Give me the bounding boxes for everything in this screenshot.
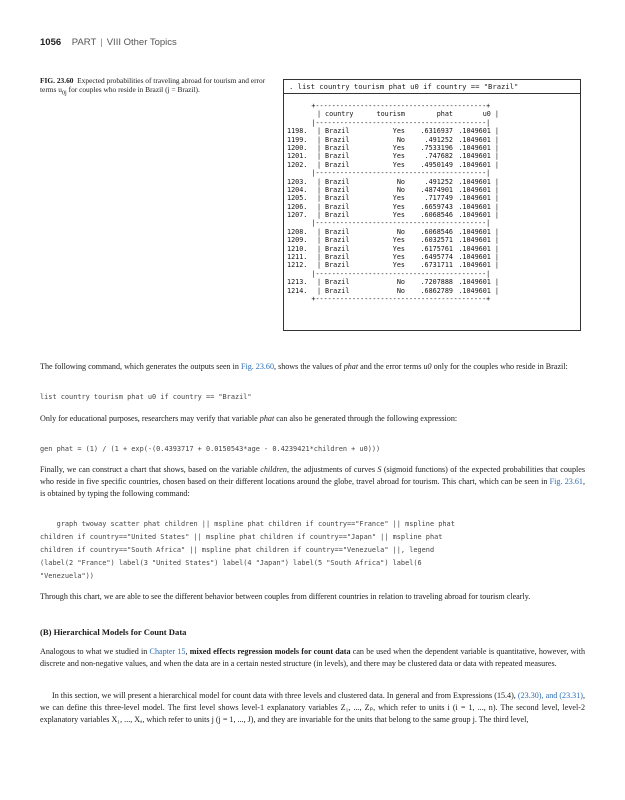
cell-u0: .1049601 |	[458, 211, 499, 220]
cell-country: Brazil	[325, 202, 350, 211]
row-index: 1206.	[287, 202, 308, 211]
cell-country: Brazil	[325, 194, 350, 203]
cell-tourism: No	[396, 227, 405, 236]
cell-tourism: Yes	[392, 236, 405, 245]
table-row	[287, 261, 499, 269]
cell-country: Brazil	[325, 185, 350, 194]
table-separator: |------------------------------------------|	[287, 169, 491, 178]
row-bar: |	[317, 135, 322, 144]
cell-phat: .6495774	[420, 253, 453, 262]
cell-phat: .6659743	[420, 202, 453, 211]
cell-u0: .1049601 |	[458, 227, 499, 236]
cell-tourism: Yes	[392, 211, 405, 220]
table-row	[287, 127, 499, 135]
cell-u0: .1049601 |	[458, 244, 499, 253]
row-bar: |	[317, 185, 322, 194]
row-index: 1203.	[287, 177, 308, 186]
table-row	[287, 161, 499, 169]
caption-subscript: 0j	[61, 90, 67, 97]
cell-u0: .1049601 |	[458, 160, 499, 169]
table-row	[287, 245, 499, 253]
cell-u0: .1049601 |	[458, 286, 499, 295]
code-block-list: list country tourism phat u0 if country == "Brazil"	[40, 393, 252, 401]
table-row	[287, 144, 499, 152]
table-row	[287, 287, 499, 295]
row-bar: |	[317, 127, 322, 136]
row-bar: |	[317, 202, 322, 211]
cell-country: Brazil	[325, 143, 350, 152]
row-bar: |	[317, 278, 322, 287]
row-index: 1199.	[287, 135, 308, 144]
cell-u0: .1049601 |	[458, 185, 499, 194]
cell-u0: .1049601 |	[458, 177, 499, 186]
code-block-graph: graph twoway scatter phat children || mspline phat children if country=="France" || mspline phat children if country=="United States" || mspline phat children if country=="Japan" || mspline phat children if country=="South Africa" || mspline phat children if country=="Venezuela" ||, legend (label(2 "France") label(3 "United States") label(4 "Japan") label(5 "South Africa") label(6 "Venezuela"))	[40, 520, 455, 580]
cell-tourism: Yes	[392, 261, 405, 270]
cell-u0: .1049601 |	[458, 236, 499, 245]
paragraph-4: Through this chart, we are able to see the different behavior between couples from different countries in relation to traveling abroad for tourism clearly.	[40, 592, 531, 601]
part-label: PART	[71, 37, 97, 48]
cell-phat: .7533196	[420, 143, 453, 152]
cell-phat: .6316937	[420, 127, 453, 136]
table-row	[287, 194, 499, 202]
part-title: Other Topics	[123, 37, 177, 48]
command-divider	[284, 93, 580, 94]
row-index: 1204.	[287, 185, 308, 194]
cell-tourism: Yes	[392, 160, 405, 169]
cell-phat: .6032571	[420, 236, 453, 245]
cell-u0: .1049601 |	[458, 194, 499, 203]
cell-tourism: Yes	[392, 143, 405, 152]
table-separator: |------------------------------------------|	[287, 118, 491, 127]
cell-u0: .1049601 |	[458, 202, 499, 211]
chapter-link-15[interactable]: Chapter 15	[149, 647, 186, 656]
row-index: 1211.	[287, 253, 308, 262]
paragraph-6: In this section, we will present a hierarchical model for count data with three levels and clustered data. In general and from Expressions (15.4), (23.30), and (23.31), we can define this three-level model. The first level shows level-1 explanatory variables Z₁, ..., Zₚ, which refer to units i (i = 1, ..., n). The second level, level-2 explanatory variables X₁, ..., Xₐ, which refer to units j (j = 1, ..., J), and they are invariable for the units that belong to the same group j. The third level,	[40, 691, 585, 724]
paragraph-5: Analogous to what we studied in Chapter 15, mixed effects regression models for count data can be used when the dependent variable is quantitative, however, with discrete and non-negative values, and when the data are in a certain nested structure (in levels), and there may be clustered data or data with repeated measures.	[40, 647, 585, 668]
table-row	[287, 228, 499, 236]
table-separator: |------------------------------------------|	[287, 269, 491, 278]
cell-country: Brazil	[325, 278, 350, 287]
row-index: 1198.	[287, 127, 308, 136]
header-country: country	[325, 110, 354, 119]
output-table	[287, 102, 499, 303]
row-index: 1212.	[287, 261, 308, 270]
row-bar: |	[317, 143, 322, 152]
cell-country: Brazil	[325, 244, 350, 253]
cell-tourism: Yes	[392, 127, 405, 136]
row-bar: |	[317, 177, 322, 186]
header-divider: |	[100, 37, 103, 48]
row-bar: |	[317, 236, 322, 245]
row-index: 1213.	[287, 278, 308, 287]
cell-country: Brazil	[325, 286, 350, 295]
row-index: 1202.	[287, 160, 308, 169]
cell-country: Brazil	[325, 253, 350, 262]
table-row	[287, 136, 499, 144]
part-number: VIII	[106, 37, 121, 48]
row-bar: |	[317, 244, 322, 253]
cell-phat: .4950149	[420, 160, 453, 169]
fig-link-23-61[interactable]: Fig. 23.61	[549, 477, 583, 486]
cell-u0: .1049601 |	[458, 253, 499, 262]
cell-phat: .7207888	[420, 278, 453, 287]
section-heading: (B) Hierarchical Models for Count Data	[40, 627, 187, 637]
cell-tourism: No	[396, 177, 405, 186]
cell-tourism: Yes	[392, 244, 405, 253]
caption-rest: for couples who reside in Brazil (j = Brazil).	[66, 85, 200, 95]
table-row	[287, 186, 499, 194]
table-row	[287, 236, 499, 244]
header-bar: |	[317, 110, 322, 119]
cell-u0: .1049601 |	[458, 152, 499, 161]
table-row	[287, 178, 499, 186]
row-bar: |	[317, 152, 322, 161]
cell-tourism: No	[396, 185, 405, 194]
cell-u0: .1049601 |	[458, 143, 499, 152]
cell-country: Brazil	[325, 135, 350, 144]
row-index: 1200.	[287, 143, 308, 152]
cell-tourism: Yes	[392, 194, 405, 203]
cell-phat: .6068546	[420, 211, 453, 220]
cell-phat: .491252	[424, 135, 453, 144]
figure-label: FIG. 23.60	[40, 76, 74, 85]
running-header	[40, 37, 177, 48]
cell-tourism: Yes	[392, 253, 405, 262]
cell-phat: .6068546	[420, 227, 453, 236]
row-index: 1205.	[287, 194, 308, 203]
cell-tourism: Yes	[392, 202, 405, 211]
fig-link-23-60[interactable]: Fig. 23.60	[240, 362, 275, 371]
cell-tourism: No	[396, 278, 405, 287]
cell-phat: .4874901	[420, 185, 453, 194]
cell-country: Brazil	[325, 261, 350, 270]
table-row	[287, 211, 499, 219]
table-separator: |------------------------------------------|	[287, 219, 491, 228]
cell-phat: .717749	[424, 194, 453, 203]
row-index: 1208.	[287, 227, 308, 236]
row-bar: |	[317, 227, 322, 236]
row-bar: |	[317, 261, 322, 270]
page-number: 1056	[40, 37, 62, 48]
row-bar: |	[317, 194, 322, 203]
cell-country: Brazil	[325, 236, 350, 245]
cell-tourism: No	[396, 286, 405, 295]
paragraph-3: Finally, we can construct a chart that shows, based on the variable children, the adjustments of curves S (sigmoid functions) of the expected probabilities that couples who reside in five specific countries, chosen based on their different locations around the globe, travel abroad for tourism. This chart, which can be seen in Fig. 23.61, is obtained by typing the following command:	[40, 465, 585, 498]
cell-country: Brazil	[325, 152, 350, 161]
row-index: 1207.	[287, 211, 308, 220]
cell-u0: .1049601 |	[458, 278, 499, 287]
table-border-top: +------------------------------------------+	[287, 102, 491, 110]
header-tourism: tourism	[376, 110, 405, 119]
paragraph-2: Only for educational purposes, researchers may verify that variable phat can also be generated through the following expression:	[40, 414, 458, 423]
figure-caption	[40, 76, 272, 99]
row-index: 1209.	[287, 236, 308, 245]
cell-phat: .6175761	[420, 244, 453, 253]
table-border-bottom: +------------------------------------------+	[287, 294, 491, 303]
row-bar: |	[317, 160, 322, 169]
header-u0: u0 |	[482, 110, 499, 119]
code-block-gen: gen phat = (1) / (1 + exp(-(0.4393717 + 0.0150543*age - 0.4239421*children + u0)))	[40, 445, 381, 453]
cell-u0: .1049601 |	[458, 135, 499, 144]
cell-tourism: No	[396, 135, 405, 144]
table-row	[287, 278, 499, 286]
stata-output-box	[283, 79, 581, 331]
cell-phat: .491252	[424, 177, 453, 186]
cell-phat: .6731711	[420, 261, 453, 270]
table-row	[287, 152, 499, 160]
header-phat: phat	[436, 110, 453, 119]
caption-text: Expected probabilities of traveling abroad for tourism and error terms u	[40, 76, 266, 95]
row-bar: |	[317, 211, 322, 220]
cell-tourism: Yes	[392, 152, 405, 161]
cell-u0: .1049601 |	[458, 127, 499, 136]
table-row	[287, 253, 499, 261]
paragraph-1: The following command, which generates the outputs seen in Fig. 23.60, shows the values of phat and the error terms u0 only for the couples who reside in Brazil:	[40, 362, 568, 371]
cell-country: Brazil	[325, 227, 350, 236]
cell-country: Brazil	[325, 177, 350, 186]
cell-phat: .6862789	[420, 286, 453, 295]
row-bar: |	[317, 286, 322, 295]
row-index: 1214.	[287, 286, 308, 295]
row-bar: |	[317, 253, 322, 262]
cell-phat: .747682	[424, 152, 453, 161]
expression-link[interactable]: (23.30), and (23.31)	[517, 691, 583, 700]
cell-country: Brazil	[325, 211, 350, 220]
table-header-row	[287, 110, 499, 118]
row-index: 1201.	[287, 152, 308, 161]
row-index: 1210.	[287, 244, 308, 253]
cell-country: Brazil	[325, 160, 350, 169]
cell-country: Brazil	[325, 127, 350, 136]
stata-command: . list country tourism phat u0 if country == "Brazil"	[289, 82, 519, 91]
cell-u0: .1049601 |	[458, 261, 499, 270]
table-row	[287, 203, 499, 211]
